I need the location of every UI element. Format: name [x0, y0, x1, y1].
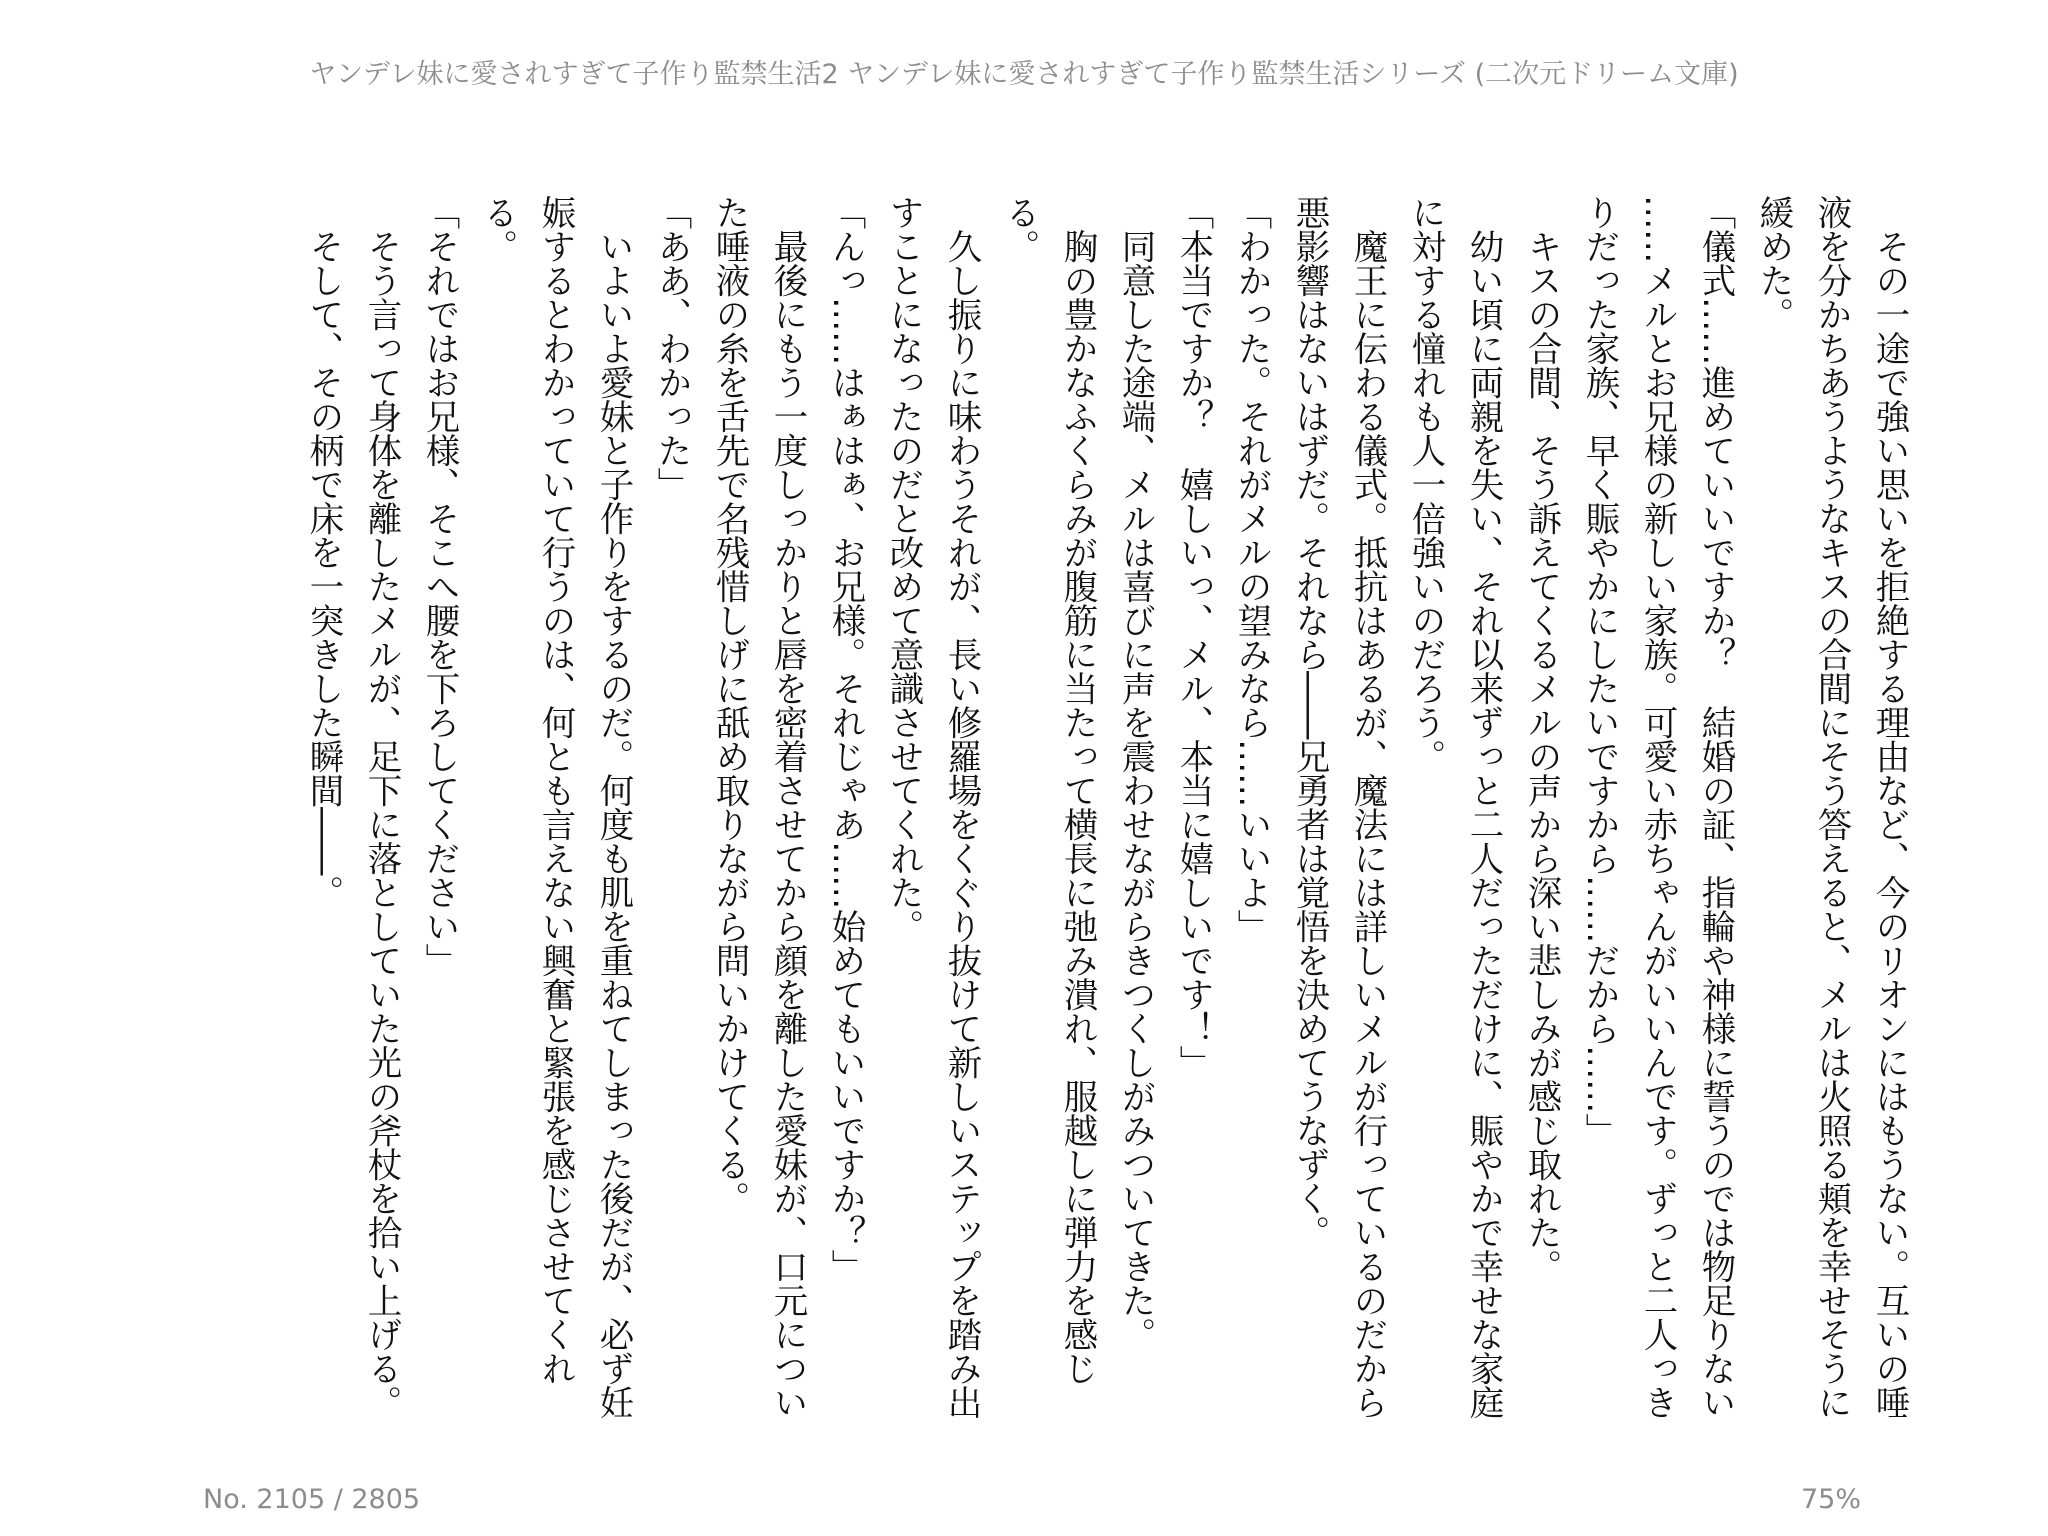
text-line: 同意した途端、メルは喜びに声を震わせながらきつくしがみついてきた。: [1115, 195, 1155, 1351]
text-line: 「わかった。それがメルの望みなら……いいよ」: [1231, 195, 1271, 943]
book-title: ヤンデレ妹に愛されすぎて子作り監禁生活2 ヤンデレ妹に愛されすぎて子作り監禁生活シリーズ (二次元ドリーム文庫): [309, 59, 1739, 90]
text-line: 胸の豊かなふくらみが腹筋に当たって横長に弛み潰れ、服越しに弾力を感じ: [1057, 195, 1097, 1385]
text-line: 最後にもう一度しっかりと唇を密着させてから顔を離した愛妹が、口元につい: [767, 195, 807, 1419]
page-text: [294, 195, 1918, 1440]
text-line: ……メルとお兄様の新しい家族。可愛い赤ちゃんがいいんです。ずっと二人っき: [1637, 195, 1677, 1419]
text-line: た唾液の糸を舌先で名残惜しげに舐め取りながら問いかけてくる。: [709, 195, 749, 1215]
text-line: る。: [477, 195, 517, 263]
progress-percent: 75%: [1800, 1484, 1861, 1515]
text-line: 「儀式……進めていいですか？ 結婚の証、指輪や神様に誓うのでは物足りない: [1695, 195, 1735, 1419]
text-line: 娠するとわかっていて行うのは、何とも言えない興奮と緊張を感じさせてくれ: [535, 195, 575, 1385]
text-line: 「それではお兄様、そこへ腰を下ろしてください」: [419, 195, 459, 977]
text-line: そして、その柄で床を一突きした瞬間――。: [303, 195, 343, 909]
text-line: すことになったのだと改めて意識させてくれた。: [883, 195, 923, 943]
text-line: 悪影響はないはずだ。それなら――兄勇者は覚悟を決めてうなずく。: [1289, 195, 1329, 1249]
text-line: りだった家族、早く賑やかにしたいですから……だから……」: [1579, 195, 1619, 1147]
text-line: そう言って身体を離したメルが、足下に落としていた光の斧杖を拾い上げる。: [361, 195, 401, 1419]
text-line: 「んっ……はぁはぁ、お兄様。それじゃあ……始めてもいいですか？」: [825, 195, 865, 1283]
text-line: 液を分かちあうようなキスの合間にそう答えると、メルは火照る頬を幸せそうに: [1811, 195, 1851, 1419]
text-line: いよいよ愛妹と子作りをするのだ。何度も肌を重ねてしまった後だが、必ず妊: [593, 195, 633, 1419]
text-line: 緩めた。: [1753, 195, 1793, 331]
text-line: に対する憧れも人一倍強いのだろう。: [1405, 195, 1445, 773]
text-line: キスの合間、そう訴えてくるメルの声から深い悲しみが感じ取れた。: [1521, 195, 1561, 1283]
text-line: 「本当ですか？ 嬉しいっ、メル、本当に嬉しいです！」: [1173, 195, 1213, 1079]
text-line: 幼い頃に両親を失い、それ以来ずっと二人だっただけに、賑やかで幸せな家庭: [1463, 195, 1503, 1419]
text-line: 久し振りに味わうそれが、長い修羅場をくぐり抜けて新しいステップを踏み出: [941, 195, 981, 1419]
text-line: 魔王に伝わる儀式。抵抗はあるが、魔法には詳しいメルが行っているのだから: [1347, 195, 1387, 1419]
text-line: る。: [999, 195, 1039, 263]
text-line: その一途で強い思いを拒絶する理由など、今のリオンにはもうない。互いの唾: [1869, 195, 1909, 1419]
text-line: 「ああ、わかった」: [651, 195, 691, 501]
location-indicator: No. 2105 / 2805: [203, 1484, 421, 1515]
